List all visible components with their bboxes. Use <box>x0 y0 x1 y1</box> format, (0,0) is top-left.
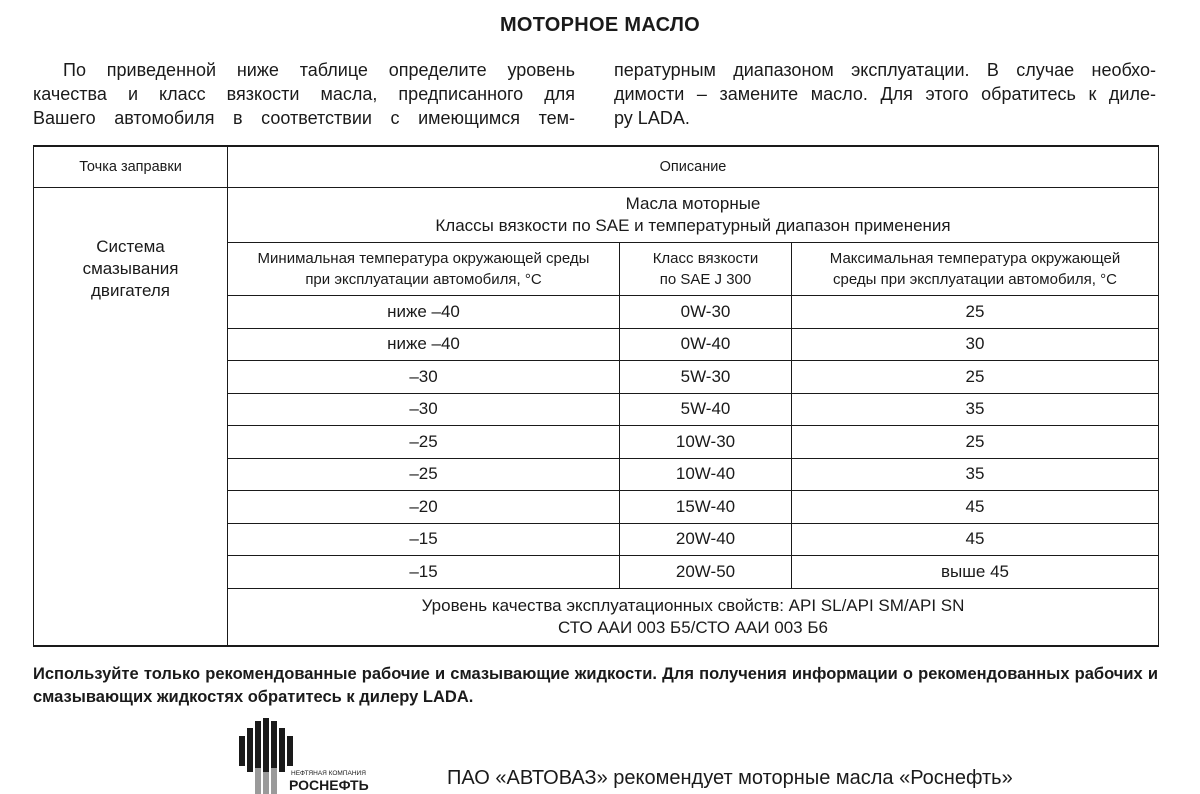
cell-viscosity: 20W-50 <box>620 556 792 589</box>
sub-header-viscosity: Класс вязкости по SAE J 300 <box>620 243 792 296</box>
rosneft-emblem-icon <box>239 718 293 794</box>
oils-title-line: Классы вязкости по SAE и температурный диапазон применения <box>435 216 951 235</box>
sub-header-min-temp: Минимальная температура окружающей среды при эксплуатации автомобиля, °С <box>228 243 620 296</box>
cell-min-temp: –30 <box>228 393 620 426</box>
oils-title-cell <box>228 188 1159 243</box>
intro-line: Вашего автомобиля в соответствии с имеющимся тем- <box>33 108 575 128</box>
rosneft-logo <box>238 718 388 794</box>
intro-line: По приведенной ниже таблице определите уровень <box>63 60 575 80</box>
cell-min-temp: ниже –40 <box>228 296 620 329</box>
intro-line: пературным диапазоном эксплуатации. В случае необхо- <box>614 60 1156 80</box>
cell-viscosity: 5W-30 <box>620 361 792 394</box>
cell-max-temp: 35 <box>792 393 1159 426</box>
cell-viscosity: 10W-30 <box>620 426 792 459</box>
cell-max-temp: выше 45 <box>792 556 1159 589</box>
logo-tagline: НЕФТЯНАЯ КОМПАНИЯ <box>291 770 366 777</box>
intro-line: димости – замените масло. Для этого обратитесь к диле- <box>614 84 1156 104</box>
cell-max-temp: 45 <box>792 491 1159 524</box>
cell-min-temp: –20 <box>228 491 620 524</box>
oils-title-row <box>34 188 1159 243</box>
sub-header-max-temp: Максимальная температура окружающей среды при эксплуатации автомобиля, °С <box>792 243 1159 296</box>
refill-point-line: смазывания <box>82 259 179 278</box>
cell-max-temp: 25 <box>792 361 1159 394</box>
intro-paragraph-right <box>614 58 1156 130</box>
cell-viscosity: 15W-40 <box>620 491 792 524</box>
table-header-row <box>34 146 1159 188</box>
cell-viscosity: 0W-40 <box>620 328 792 361</box>
cell-min-temp: –25 <box>228 426 620 459</box>
recommendation-note: Используйте только рекомендованные рабочие и смазывающие жидкости. Для получения информации о рекомендованных рабочих и смазывающих жидкостях обратитесь к дилеру LADA. <box>33 665 1158 706</box>
cell-min-temp: –25 <box>228 458 620 491</box>
cell-viscosity: 5W-40 <box>620 393 792 426</box>
cell-max-temp: 35 <box>792 458 1159 491</box>
page-title: МОТОРНОЕ МАСЛО <box>499 14 701 36</box>
col-header-description: Описание <box>228 146 1159 188</box>
refill-point-line: Система <box>96 237 165 256</box>
intro-line: качества и класс вязкости масла, предписанного для <box>33 84 575 104</box>
logo-name: РОСНЕФТЬ <box>289 777 369 793</box>
cell-viscosity: 0W-30 <box>620 296 792 329</box>
cell-max-temp: 25 <box>792 296 1159 329</box>
footer-recommendation: ПАО «АВТОВАЗ» рекомендует моторные масла «Роснефть» <box>447 767 1013 789</box>
refill-point-cell <box>34 188 228 646</box>
intro-line: ру LADA. <box>614 108 690 128</box>
cell-min-temp: ниже –40 <box>228 328 620 361</box>
quality-cell <box>228 588 1159 646</box>
oils-title-line: Масла моторные <box>625 194 761 213</box>
quality-line: СТО ААИ 003 Б5/СТО ААИ 003 Б6 <box>558 617 828 637</box>
intro-paragraph-left <box>33 58 575 130</box>
refill-point-line: двигателя <box>91 281 170 300</box>
cell-min-temp: –15 <box>228 556 620 589</box>
cell-min-temp: –30 <box>228 361 620 394</box>
col-header-refill-point: Точка заправки <box>34 146 228 188</box>
cell-min-temp: –15 <box>228 523 620 556</box>
cell-max-temp: 45 <box>792 523 1159 556</box>
engine-oil-table <box>33 145 1159 647</box>
cell-viscosity: 20W-40 <box>620 523 792 556</box>
cell-viscosity: 10W-40 <box>620 458 792 491</box>
cell-max-temp: 25 <box>792 426 1159 459</box>
quality-line: Уровень качества эксплуатационных свойств: API SL/API SM/API SN <box>421 595 965 615</box>
cell-max-temp: 30 <box>792 328 1159 361</box>
